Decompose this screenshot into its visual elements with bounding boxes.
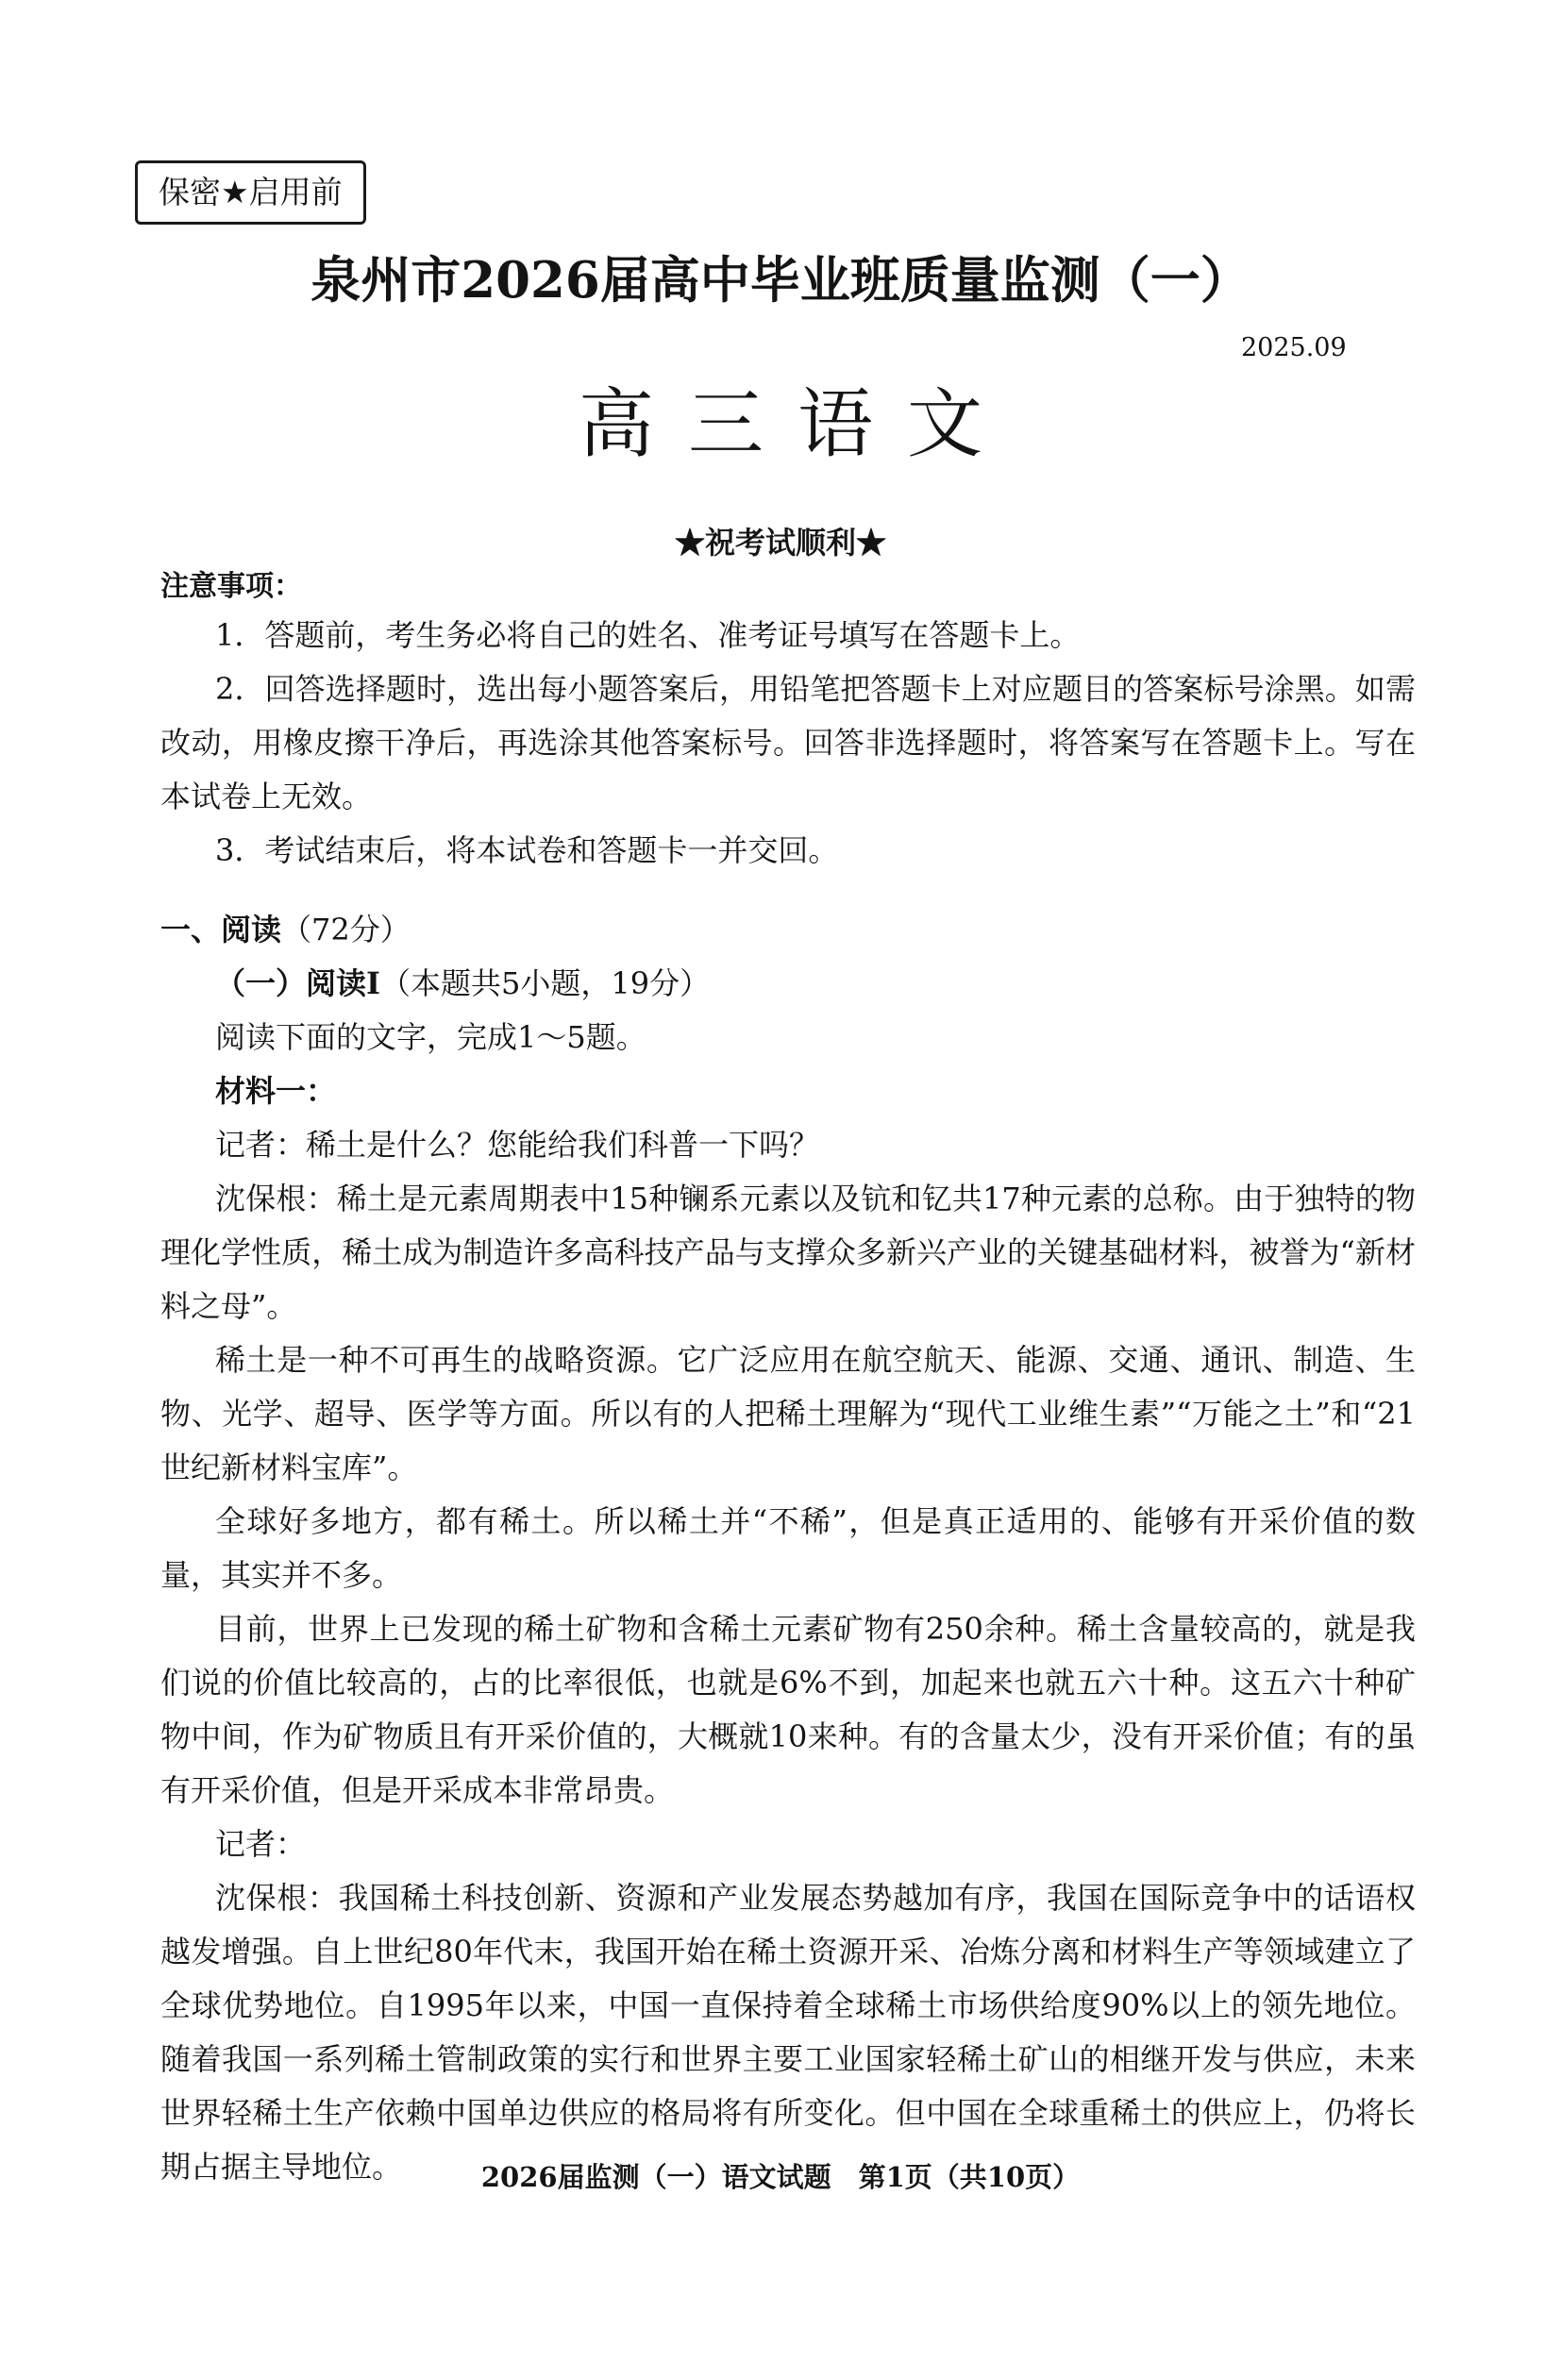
note-item-1: 1．答题前，考生务必将自己的姓名、准考证号填写在答题卡上。 <box>215 617 1081 653</box>
section-title: 一、阅读 <box>160 912 282 947</box>
subsection-info: （本题共5小题，19分） <box>379 965 711 1001</box>
material-label: 材料一： <box>215 1073 337 1109</box>
notes-heading: 注意事项： <box>160 570 302 603</box>
note-item-2: 2．回答选择题时，选出每小题答案后，用铅笔把答题卡上对应题目的答案标号涂黑。如需改动，用橡皮擦干净后，再选涂其他答案标号。回答非选择题时，将答案写在答题卡上。写在本试卷上无效。 <box>160 671 1416 814</box>
paragraph-6: 记者： <box>215 1826 307 1862</box>
reading-section <box>160 903 1416 2194</box>
exam-title: 泉州市2026届高中毕业班质量监测（一） <box>311 251 1250 310</box>
paragraph-2: 沈保根：稀土是元素周期表中15种镧系元素以及钪和钇共17种元素的总称。由于独特的物理化学性质，稀土成为制造许多高科技产品与支撑众多新兴产业的关键基础材料，被誉为“新材料之母”。 <box>160 1181 1416 1324</box>
paragraph-3: 稀土是一种不可再生的战略资源。它广泛应用在航空航天、能源、交通、通讯、制造、生物、光学、超导、医学等方面。所以有的人把稀土理解为“现代工业维生素”“万能之土”和“21世纪新材料宝库”。 <box>160 1342 1416 1485</box>
blessing-line: ★祝考试顺利★ <box>674 525 886 561</box>
exam-date: 2025.09 <box>1241 333 1347 362</box>
subsection-heading <box>160 957 1416 1011</box>
subsection-title: （一）阅读Ⅰ <box>215 965 380 1001</box>
confidential-label: 保密★启用前 <box>135 160 366 225</box>
paragraph-7: 沈保根：我国稀土科技创新、资源和产业发展态势越加有序，我国在国际竞争中的话语权越发增强。自上世纪80年代末，我国开始在稀土资源开采、冶炼分离和材料生产等领域建立了全球优势地位。自1995年以来，中国一直保持着全球稀土市场供给度90%以上的领先地位。随着我国一系列稀土管制政策的实行和世界主要工业国家轻稀土矿山的相继开发与供应，未来世界轻稀土生产依赖中国单边供应的格局将有所变化。但中国在全球重稀土的供应上，仍将长期占据主导地位。 <box>160 1880 1416 2185</box>
paragraph-5: 目前，世界上已发现的稀土矿物和含稀土元素矿物有250余种。稀土含量较高的，就是我们说的价值比较高的，占的比率很低，也就是6%不到，加起来也就五六十种。这五六十种矿物中间，作为矿物质且有开采价值的，大概就10来种。有的含量太少，没有开采价值；有的虽有开采价值，但是开采成本非常昂贵。 <box>160 1611 1416 1808</box>
notes-list <box>160 609 1416 878</box>
section-heading <box>160 903 1416 957</box>
paragraph-4: 全球好多地方，都有稀土。所以稀土并“不稀”，但是真正适用的、能够有开采价值的数量，其实并不多。 <box>160 1503 1416 1593</box>
reading-instruction: 阅读下面的文字，完成1～5题。 <box>215 1019 646 1055</box>
note-item-3: 3．考试结束后，将本试卷和答题卡一并交回。 <box>215 832 839 868</box>
paragraph-1: 记者：稀土是什么？您能给我们科普一下吗？ <box>215 1127 820 1163</box>
subject-title: 高三语文 <box>579 380 1016 468</box>
page-footer: 2026届监测（一）语文试题 第1页（共10页） <box>480 2161 1081 2193</box>
section-score: （72分） <box>281 912 411 947</box>
